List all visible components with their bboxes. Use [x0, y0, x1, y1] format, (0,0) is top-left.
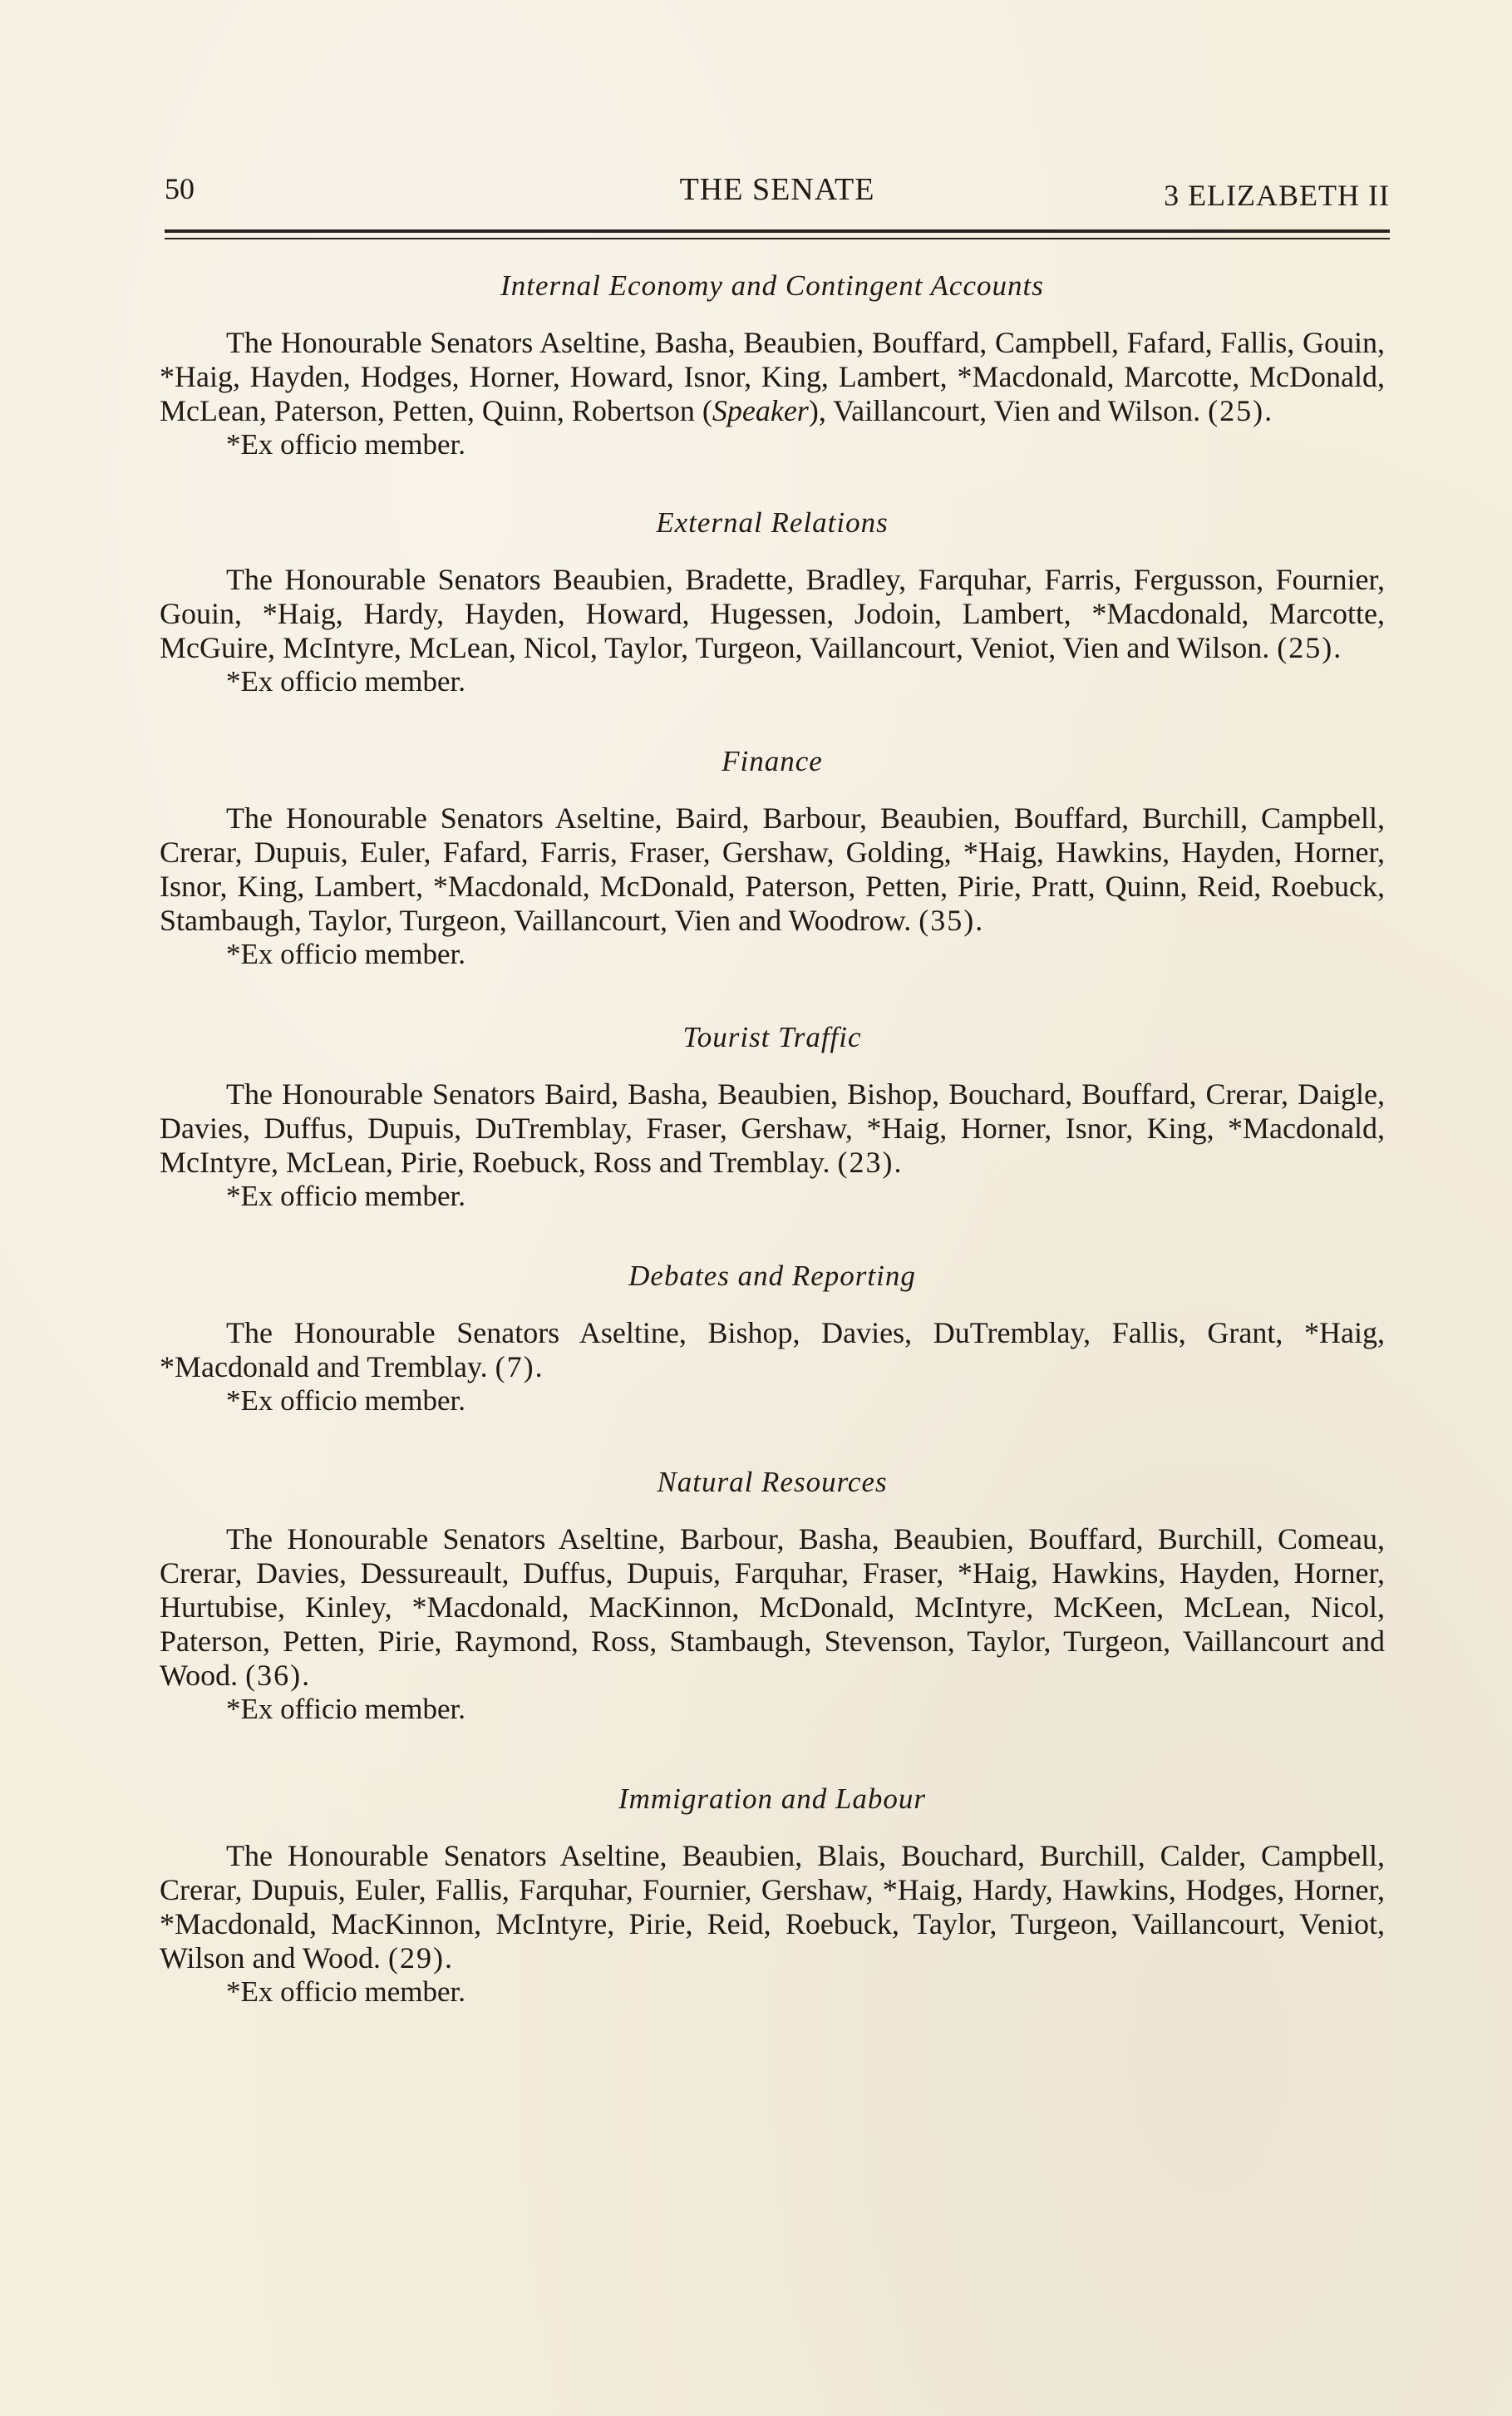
committee-members	[160, 1839, 1385, 1975]
members-text: The Honourable Senators Aseltine, Baird, Barbour, Beaubien, Bouffard, Burchill, Campbell, Crerar, Dupuis, Euler, Fafard, Farris, Fraser, Gershaw, Golding, *Haig, Hawkins, Hayden, Horner, Isnor, King, Lambert, *Macdonald, McDonald, Paterson, Petten, Pirie, Pratt, Quinn, Reid, Roebuck, Stambaugh, Taylor, Turgeon, Vaillancourt, Vien and Woodrow.	[160, 801, 1385, 937]
regnal-year: 3 ELIZABETH II	[1164, 179, 1390, 212]
members-text: The Honourable Senators Aseltine, Barbour, Basha, Beaubien, Bouffard, Burchill, Comeau, Crerar, Davies, Dessureault, Duffus, Dupuis, Farquhar, Fraser, *Haig, Hawkins, Hayden, Horner, Hurtubise, Kinley, *Macdonald, MacKinnon, McDonald, McIntyre, McKeen, McLean, Nicol, Paterson, Petten, Pirie, Raymond, Ross, Stambaugh, Stevenson, Taylor, Turgeon, Vaillancourt and Wood.	[160, 1522, 1385, 1692]
ex-officio-note: *Ex officio member.	[226, 938, 466, 970]
ex-officio-note: *Ex officio member.	[226, 1975, 466, 2008]
committee-title: Finance	[722, 745, 823, 777]
committee-members	[160, 1522, 1385, 1693]
committee-finance	[160, 745, 1385, 971]
ex-officio-note: *Ex officio member.	[226, 1384, 466, 1417]
committee-members	[160, 1316, 1385, 1384]
committee-list	[160, 269, 1385, 2009]
committee-members	[160, 1077, 1385, 1180]
ex-officio-note: *Ex officio member.	[226, 665, 466, 698]
ex-officio-note: *Ex officio member.	[226, 1180, 466, 1212]
header-rule-thick	[165, 229, 1390, 233]
member-count: (25).	[1277, 631, 1343, 664]
committee-tourist-traffic	[160, 1021, 1385, 1213]
committee-internal-economy	[160, 269, 1385, 461]
committee-members	[160, 801, 1385, 938]
committee-title: Natural Resources	[657, 1466, 888, 1498]
members-text: The Honourable Senators Baird, Basha, Beaubien, Bishop, Bouchard, Bouffard, Crerar, Daigle, Davies, Duffus, Dupuis, DuTremblay, Fraser, Gershaw, *Haig, Horner, Isnor, King, *Macdonald, McIntyre, McLean, Pirie, Roebuck, Ross and Tremblay.	[160, 1077, 1385, 1179]
ex-officio-note: *Ex officio member.	[226, 1693, 466, 1725]
members-text: The Honourable Senators Aseltine, Bishop, Davies, DuTremblay, Fallis, Grant, *Haig, *Macdonald and Tremblay.	[160, 1316, 1385, 1383]
committee-title: Immigration and Labour	[618, 1782, 927, 1815]
members-tail: ), Vaillancourt, Vien and Wilson.	[808, 394, 1201, 427]
committee-title: External Relations	[656, 506, 889, 539]
speaker-role: Speaker	[712, 394, 809, 427]
committee-members	[160, 563, 1385, 665]
member-count: (36).	[245, 1659, 312, 1692]
committee-title: Debates and Reporting	[628, 1260, 916, 1292]
member-count: (25).	[1208, 394, 1274, 427]
member-count: (29).	[387, 1941, 454, 1975]
committee-natural-resources	[160, 1466, 1385, 1726]
header-rule-thin	[165, 238, 1390, 239]
committee-immigration-labour	[160, 1782, 1385, 2009]
member-count: (7).	[495, 1350, 544, 1383]
page-header	[165, 166, 1390, 216]
committee-members	[160, 326, 1385, 428]
member-count: (23).	[837, 1146, 904, 1179]
members-lead: The Honourable Senators Aseltine, Basha, Beaubien, Bouffard, Campbell, Fafard, Fallis, Gouin, *Haig, Hayden, Hodges, Horner, Howard, Isnor, King, Lambert, *Macdonald, Marcotte, McDonald, McLean, Paterson, Petten, Quinn, Robertson (	[160, 326, 1385, 427]
page-number: 50	[165, 172, 195, 205]
committee-title: Tourist Traffic	[682, 1021, 862, 1053]
member-count: (35).	[919, 904, 985, 937]
members-text: The Honourable Senators Aseltine, Beaubien, Blais, Bouchard, Burchill, Calder, Campbell, Crerar, Dupuis, Euler, Fallis, Farquhar, Fournier, Gershaw, *Haig, Hardy, Hawkins, Hodges, Horner, *Macdonald, MacKinnon, McIntyre, Pirie, Reid, Roebuck, Taylor, Turgeon, Vaillancourt, Veniot, Wilson and Wood.	[160, 1839, 1385, 1975]
committee-title: Internal Economy and Contingent Accounts	[500, 269, 1044, 302]
committee-external-relations	[160, 506, 1385, 698]
committee-debates-reporting	[160, 1260, 1385, 1418]
running-title: THE SENATE	[679, 172, 875, 207]
members-text: The Honourable Senators Beaubien, Bradette, Bradley, Farquhar, Farris, Fergusson, Fournier, Gouin, *Haig, Hardy, Hayden, Howard, Hugessen, Jodoin, Lambert, *Macdonald, Marcotte, McGuire, McIntyre, McLean, Nicol, Taylor, Turgeon, Vaillancourt, Veniot, Vien and Wilson.	[160, 563, 1385, 664]
ex-officio-note: *Ex officio member.	[226, 428, 466, 461]
